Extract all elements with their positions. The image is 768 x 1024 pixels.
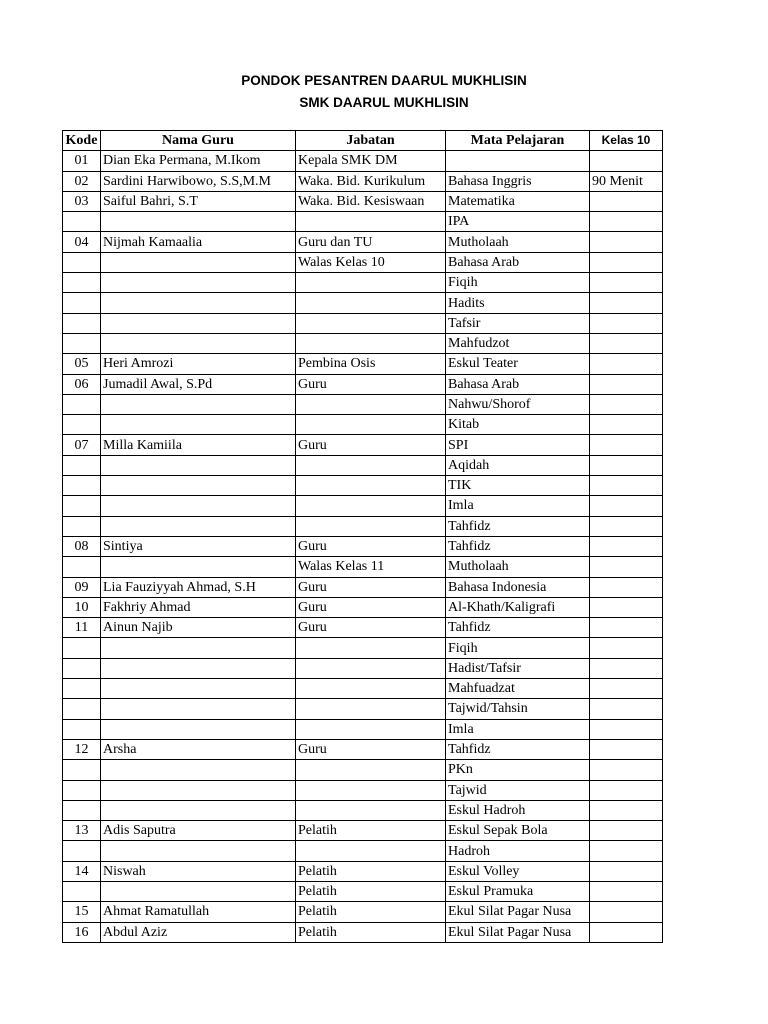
table-row <box>63 151 663 171</box>
cell-mata-pelajaran: Tahfidz <box>446 516 590 536</box>
cell-nama-guru <box>101 415 296 435</box>
cell-mata-pelajaran: Tahfidz <box>446 618 590 638</box>
cell-kelas-10 <box>590 679 663 699</box>
cell-kode: 08 <box>63 536 101 556</box>
cell-jabatan: Kepala SMK DM <box>296 151 446 171</box>
cell-jabatan: Pelatih <box>296 922 446 942</box>
cell-kode <box>63 415 101 435</box>
header-mata-pelajaran: Mata Pelajaran <box>446 131 590 151</box>
cell-kelas-10 <box>590 841 663 861</box>
cell-kelas-10 <box>590 902 663 922</box>
cell-kelas-10 <box>590 658 663 678</box>
cell-kode <box>63 516 101 536</box>
cell-nama-guru <box>101 557 296 577</box>
cell-jabatan <box>296 496 446 516</box>
cell-kode <box>63 476 101 496</box>
table-row <box>63 232 663 252</box>
cell-kelas-10 <box>590 597 663 617</box>
cell-kode: 04 <box>63 232 101 252</box>
cell-nama-guru: Fakhriy Ahmad <box>101 597 296 617</box>
cell-jabatan <box>296 841 446 861</box>
cell-jabatan <box>296 780 446 800</box>
cell-nama-guru <box>101 212 296 232</box>
cell-kode <box>63 333 101 353</box>
cell-jabatan <box>296 273 446 293</box>
table-row <box>63 760 663 780</box>
cell-jabatan <box>296 476 446 496</box>
cell-nama-guru <box>101 719 296 739</box>
cell-mata-pelajaran: Ekul Silat Pagar Nusa <box>446 922 590 942</box>
cell-nama-guru: Niswah <box>101 861 296 881</box>
cell-jabatan: Guru <box>296 435 446 455</box>
cell-jabatan <box>296 516 446 536</box>
cell-nama-guru: Nijmah Kamaalia <box>101 232 296 252</box>
cell-nama-guru: Adis Saputra <box>101 821 296 841</box>
cell-kode <box>63 699 101 719</box>
cell-mata-pelajaran: Aqidah <box>446 455 590 475</box>
cell-kelas-10 <box>590 293 663 313</box>
cell-kode: 11 <box>63 618 101 638</box>
cell-mata-pelajaran: Imla <box>446 719 590 739</box>
cell-nama-guru <box>101 476 296 496</box>
cell-kode: 01 <box>63 151 101 171</box>
cell-kelas-10 <box>590 273 663 293</box>
table-row <box>63 577 663 597</box>
table-body <box>63 151 663 943</box>
table-row <box>63 597 663 617</box>
cell-kode <box>63 658 101 678</box>
cell-nama-guru: Lia Fauziyyah Ahmad, S.H <box>101 577 296 597</box>
table-row <box>63 679 663 699</box>
cell-jabatan <box>296 394 446 414</box>
cell-jabatan <box>296 293 446 313</box>
cell-nama-guru <box>101 273 296 293</box>
cell-mata-pelajaran: Fiqih <box>446 273 590 293</box>
table-row <box>63 476 663 496</box>
header-kode: Kode <box>63 131 101 151</box>
table-row <box>63 354 663 374</box>
cell-mata-pelajaran: Tahfidz <box>446 536 590 556</box>
school-title: PONDOK PESANTREN DAARUL MUKHLISIN <box>241 73 527 88</box>
cell-kelas-10: 90 Menit <box>590 171 663 191</box>
cell-kelas-10 <box>590 394 663 414</box>
cell-mata-pelajaran: Bahasa Indonesia <box>446 577 590 597</box>
cell-nama-guru <box>101 800 296 820</box>
cell-kelas-10 <box>590 536 663 556</box>
cell-nama-guru: Saiful Bahri, S.T <box>101 191 296 211</box>
cell-mata-pelajaran: Eskul Hadroh <box>446 800 590 820</box>
table-row <box>63 780 663 800</box>
cell-kode <box>63 394 101 414</box>
cell-nama-guru <box>101 760 296 780</box>
cell-jabatan: Guru <box>296 374 446 394</box>
cell-mata-pelajaran: Bahasa Arab <box>446 374 590 394</box>
cell-kode <box>63 841 101 861</box>
table-row <box>63 821 663 841</box>
table-row <box>63 841 663 861</box>
cell-nama-guru <box>101 333 296 353</box>
table-row <box>63 516 663 536</box>
cell-jabatan <box>296 212 446 232</box>
cell-mata-pelajaran: Bahasa Arab <box>446 252 590 272</box>
cell-nama-guru: Dian Eka Permana, M.Ikom <box>101 151 296 171</box>
cell-nama-guru: Sardini Harwibowo, S.S,M.M <box>101 171 296 191</box>
cell-jabatan <box>296 313 446 333</box>
cell-kode: 09 <box>63 577 101 597</box>
cell-kelas-10 <box>590 699 663 719</box>
cell-kode <box>63 496 101 516</box>
cell-mata-pelajaran: Mahfuadzat <box>446 679 590 699</box>
cell-nama-guru: Ahmat Ramatullah <box>101 902 296 922</box>
cell-mata-pelajaran: Bahasa Inggris <box>446 171 590 191</box>
header-nama-guru: Nama Guru <box>101 131 296 151</box>
cell-kelas-10 <box>590 354 663 374</box>
cell-nama-guru <box>101 252 296 272</box>
cell-nama-guru <box>101 394 296 414</box>
cell-kelas-10 <box>590 760 663 780</box>
header-kelas-10: Kelas 10 <box>590 131 663 151</box>
cell-nama-guru <box>101 780 296 800</box>
cell-mata-pelajaran: Kitab <box>446 415 590 435</box>
table-row <box>63 496 663 516</box>
cell-kelas-10 <box>590 821 663 841</box>
cell-kode <box>63 293 101 313</box>
table-row <box>63 536 663 556</box>
table-header-row <box>63 131 663 151</box>
cell-mata-pelajaran: Al-Khath/Kaligrafi <box>446 597 590 617</box>
cell-jabatan: Guru <box>296 618 446 638</box>
table-row <box>63 861 663 881</box>
table-row <box>63 374 663 394</box>
cell-nama-guru <box>101 638 296 658</box>
cell-jabatan: Guru dan TU <box>296 232 446 252</box>
table-row <box>63 881 663 901</box>
table-row <box>63 455 663 475</box>
cell-jabatan <box>296 760 446 780</box>
table-row <box>63 394 663 414</box>
cell-kelas-10 <box>590 455 663 475</box>
cell-jabatan: Pelatih <box>296 902 446 922</box>
cell-nama-guru: Arsha <box>101 739 296 759</box>
cell-jabatan: Waka. Bid. Kesiswaan <box>296 191 446 211</box>
cell-kode <box>63 313 101 333</box>
cell-jabatan: Pelatih <box>296 861 446 881</box>
cell-kelas-10 <box>590 922 663 942</box>
table-row <box>63 739 663 759</box>
cell-mata-pelajaran: TIK <box>446 476 590 496</box>
cell-jabatan: Waka. Bid. Kurikulum <box>296 171 446 191</box>
cell-nama-guru: Jumadil Awal, S.Pd <box>101 374 296 394</box>
cell-mata-pelajaran: Eskul Sepak Bola <box>446 821 590 841</box>
cell-mata-pelajaran: IPA <box>446 212 590 232</box>
cell-kelas-10 <box>590 232 663 252</box>
cell-jabatan <box>296 699 446 719</box>
cell-jabatan: Guru <box>296 597 446 617</box>
cell-mata-pelajaran: Tahfidz <box>446 739 590 759</box>
table-row <box>63 658 663 678</box>
cell-jabatan: Guru <box>296 536 446 556</box>
cell-kode <box>63 273 101 293</box>
cell-jabatan <box>296 800 446 820</box>
document-header <box>0 70 768 114</box>
table-row <box>63 333 663 353</box>
cell-jabatan <box>296 679 446 699</box>
cell-kelas-10 <box>590 191 663 211</box>
table-row <box>63 719 663 739</box>
cell-nama-guru <box>101 496 296 516</box>
cell-kode: 15 <box>63 902 101 922</box>
cell-kode <box>63 780 101 800</box>
table-row <box>63 922 663 942</box>
cell-jabatan: Pelatih <box>296 821 446 841</box>
school-subtitle: SMK DAARUL MUKHLISIN <box>299 95 469 110</box>
cell-jabatan: Walas Kelas 10 <box>296 252 446 272</box>
cell-mata-pelajaran: Hadits <box>446 293 590 313</box>
cell-kode <box>63 638 101 658</box>
cell-mata-pelajaran: Mahfudzot <box>446 333 590 353</box>
cell-mata-pelajaran: SPI <box>446 435 590 455</box>
cell-kelas-10 <box>590 374 663 394</box>
table-row <box>63 902 663 922</box>
cell-mata-pelajaran: Tajwid/Tahsin <box>446 699 590 719</box>
table-row <box>63 618 663 638</box>
table-row <box>63 415 663 435</box>
cell-kode <box>63 252 101 272</box>
cell-kode: 03 <box>63 191 101 211</box>
cell-kelas-10 <box>590 415 663 435</box>
table-row <box>63 212 663 232</box>
cell-jabatan: Guru <box>296 577 446 597</box>
cell-kelas-10 <box>590 881 663 901</box>
cell-jabatan <box>296 658 446 678</box>
cell-kode <box>63 800 101 820</box>
cell-mata-pelajaran: Nahwu/Shorof <box>446 394 590 414</box>
cell-mata-pelajaran: Tafsir <box>446 313 590 333</box>
cell-kode: 06 <box>63 374 101 394</box>
cell-kode <box>63 881 101 901</box>
cell-jabatan <box>296 638 446 658</box>
cell-nama-guru <box>101 881 296 901</box>
cell-kode: 10 <box>63 597 101 617</box>
table-row <box>63 313 663 333</box>
cell-kode: 12 <box>63 739 101 759</box>
cell-mata-pelajaran: PKn <box>446 760 590 780</box>
cell-kode: 14 <box>63 861 101 881</box>
cell-jabatan <box>296 455 446 475</box>
cell-kelas-10 <box>590 516 663 536</box>
teacher-table <box>62 130 663 943</box>
cell-kode <box>63 212 101 232</box>
cell-kelas-10 <box>590 496 663 516</box>
cell-kode <box>63 719 101 739</box>
cell-jabatan: Pelatih <box>296 881 446 901</box>
cell-nama-guru <box>101 679 296 699</box>
cell-kelas-10 <box>590 739 663 759</box>
cell-mata-pelajaran: Eskul Teater <box>446 354 590 374</box>
table-row <box>63 699 663 719</box>
table-row <box>63 252 663 272</box>
cell-kelas-10 <box>590 151 663 171</box>
cell-mata-pelajaran: Matematika <box>446 191 590 211</box>
cell-nama-guru <box>101 516 296 536</box>
cell-kelas-10 <box>590 780 663 800</box>
cell-mata-pelajaran: Mutholaah <box>446 232 590 252</box>
cell-kode <box>63 557 101 577</box>
cell-nama-guru <box>101 658 296 678</box>
cell-nama-guru <box>101 699 296 719</box>
cell-mata-pelajaran: Fiqih <box>446 638 590 658</box>
cell-nama-guru: Heri Amrozi <box>101 354 296 374</box>
cell-kelas-10 <box>590 252 663 272</box>
cell-kelas-10 <box>590 719 663 739</box>
cell-nama-guru <box>101 841 296 861</box>
table-row <box>63 273 663 293</box>
table-row <box>63 557 663 577</box>
cell-kelas-10 <box>590 577 663 597</box>
cell-jabatan <box>296 719 446 739</box>
cell-jabatan <box>296 333 446 353</box>
cell-kode: 13 <box>63 821 101 841</box>
table-row <box>63 191 663 211</box>
cell-mata-pelajaran: Eskul Volley <box>446 861 590 881</box>
cell-kelas-10 <box>590 476 663 496</box>
cell-nama-guru: Ainun Najib <box>101 618 296 638</box>
cell-nama-guru <box>101 313 296 333</box>
cell-nama-guru: Milla Kamiila <box>101 435 296 455</box>
cell-kelas-10 <box>590 618 663 638</box>
table-row <box>63 638 663 658</box>
cell-jabatan: Walas Kelas 11 <box>296 557 446 577</box>
cell-mata-pelajaran: Ekul Silat Pagar Nusa <box>446 902 590 922</box>
cell-mata-pelajaran: Tajwid <box>446 780 590 800</box>
header-jabatan: Jabatan <box>296 131 446 151</box>
cell-mata-pelajaran: Eskul Pramuka <box>446 881 590 901</box>
cell-mata-pelajaran: Mutholaah <box>446 557 590 577</box>
cell-kelas-10 <box>590 638 663 658</box>
table-row <box>63 293 663 313</box>
table-row <box>63 435 663 455</box>
cell-kelas-10 <box>590 333 663 353</box>
cell-kelas-10 <box>590 212 663 232</box>
cell-jabatan: Guru <box>296 739 446 759</box>
cell-kode: 05 <box>63 354 101 374</box>
cell-kelas-10 <box>590 800 663 820</box>
cell-kelas-10 <box>590 313 663 333</box>
cell-jabatan <box>296 415 446 435</box>
cell-mata-pelajaran: Imla <box>446 496 590 516</box>
cell-nama-guru <box>101 293 296 313</box>
cell-nama-guru <box>101 455 296 475</box>
cell-kelas-10 <box>590 435 663 455</box>
cell-mata-pelajaran <box>446 151 590 171</box>
cell-mata-pelajaran: Hadroh <box>446 841 590 861</box>
table-row <box>63 800 663 820</box>
cell-kode <box>63 760 101 780</box>
cell-nama-guru: Abdul Aziz <box>101 922 296 942</box>
cell-nama-guru: Sintiya <box>101 536 296 556</box>
cell-kelas-10 <box>590 557 663 577</box>
cell-kode: 02 <box>63 171 101 191</box>
cell-mata-pelajaran: Hadist/Tafsir <box>446 658 590 678</box>
table-row <box>63 171 663 191</box>
cell-jabatan: Pembina Osis <box>296 354 446 374</box>
cell-kode: 16 <box>63 922 101 942</box>
cell-kelas-10 <box>590 861 663 881</box>
cell-kode <box>63 455 101 475</box>
cell-kode <box>63 679 101 699</box>
cell-kode: 07 <box>63 435 101 455</box>
